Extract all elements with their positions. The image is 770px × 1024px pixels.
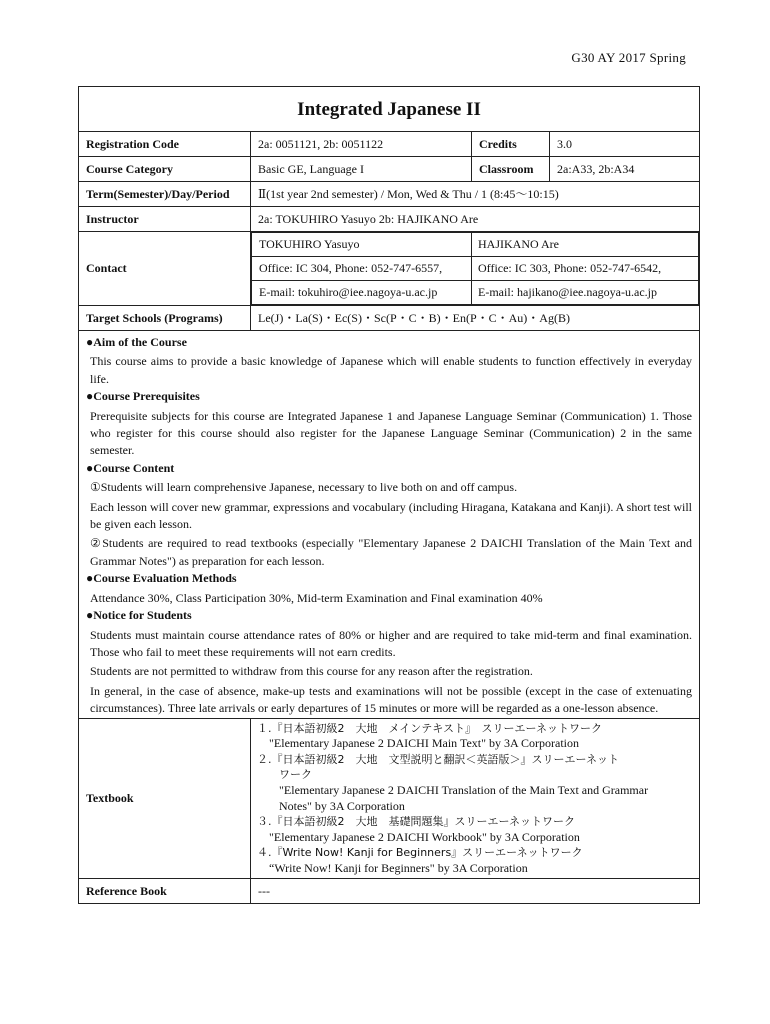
textbook-1-japanese: １.『日本語初級2 大地 メインテキスト』 スリーエーネットワーク <box>257 721 603 735</box>
contact-office-a: Office: IC 304, Phone: 052-747-6557, <box>252 257 472 281</box>
instructor-value: 2a: TOKUHIRO Yasuyo 2b: HAJIKANO Are <box>251 207 700 232</box>
reference-book-label: Reference Book <box>79 879 251 904</box>
textbook-list <box>251 718 700 879</box>
notice-heading: ●Notice for Students <box>86 608 192 623</box>
contact-details <box>251 232 700 306</box>
textbook-3-japanese: ３.『日本語初級2 大地 基礎問題集』スリーエーネットワーク <box>257 815 575 829</box>
aim-heading: ●Aim of the Course <box>86 335 187 349</box>
prerequisites-text: Prerequisite subjects for this course are Integrated Japanese 1 and Japanese Language Seminar (Communication) 1. Those who register for this course should also register for the Japanese Language Seminar (Communication) 2 in the same semester. <box>90 408 693 458</box>
textbook-2-japanese-cont: ワーク <box>279 768 312 782</box>
contact-label: Contact <box>79 232 251 306</box>
classroom-label: Classroom <box>472 157 550 182</box>
aim-text: This course aims to provide a basic knowledge of Japanese which will enable students to function effectively in everyday life. <box>90 354 693 386</box>
contact-office-b: Office: IC 303, Phone: 052-747-6542, <box>472 257 699 281</box>
reference-book-value: --- <box>251 879 700 904</box>
notice-text-1: Students must maintain course attendance rates of 80% or higher and are required to take mid-term and final examination. Those who fail to meet these requirements will not earn credits. <box>90 627 693 659</box>
contact-email-b: E-mail: hajikano@iee.nagoya-u.ac.jp <box>472 281 699 305</box>
prerequisites-heading: ●Course Prerequisites <box>86 389 200 404</box>
notice-text-2: Students are not permitted to withdraw from this course for any reason after the registration. <box>90 664 533 679</box>
document-code: G30 AY 2017 Spring <box>571 50 686 65</box>
textbook-4-english: “Write Now! Kanji for Beginners" by 3A Corporation <box>269 860 528 875</box>
textbook-2-english-cont: Notes" by 3A Corporation <box>279 798 405 813</box>
credits-label: Credits <box>472 132 550 157</box>
instructor-label: Instructor <box>79 207 251 232</box>
content-heading: ●Course Content <box>86 460 175 475</box>
course-category-label: Course Category <box>79 157 251 182</box>
textbook-1-english: "Elementary Japanese 2 DAICHI Main Text" by 3A Corporation <box>269 736 580 751</box>
evaluation-text: Attendance 30%, Class Participation 30%, Mid-term Examination and Final examination 40% <box>90 590 543 605</box>
target-schools-label: Target Schools (Programs) <box>79 306 251 331</box>
registration-code-value: 2a: 0051121, 2b: 0051122 <box>251 132 472 157</box>
content-text-1: ①Students will learn comprehensive Japanese, necessary to live both on and off campus. <box>90 480 518 495</box>
content-text-3: ②Students are required to read textbooks (especially "Elementary Japanese 2 DAICHI Translation of the Main Text and Grammar Notes") as preparation for each lesson. <box>90 536 693 568</box>
course-category-value: Basic GE, Language I <box>251 157 472 182</box>
textbook-2-japanese: ２.『日本語初級2 大地 文型説明と翻訳＜英語版＞』スリーエーネット <box>257 752 619 766</box>
target-schools-value: Le(J)・La(S)・Ec(S)・Sc(P・C・B)・En(P・C・Au)・Ag(B) <box>251 306 700 331</box>
classroom-value: 2a:A33, 2b:A34 <box>550 157 700 182</box>
textbook-2-english: "Elementary Japanese 2 DAICHI Translation of the Main Text and Grammar <box>279 782 649 797</box>
notice-text-3: In general, in the case of absence, make-up tests and examinations will not be possible (except in the case of extenuating circumstances). Three late arrivals or early departures of 15 minutes or more will be regarded as a one-lesson absence. <box>90 683 693 716</box>
course-title: Integrated Japanese II <box>79 87 700 132</box>
textbook-4-japanese: ４.『Write Now! Kanji for Beginners』スリーエーネットワーク <box>257 846 583 860</box>
contact-name-b: HAJIKANO Are <box>472 233 699 257</box>
course-description <box>79 331 700 719</box>
contact-email-a: E-mail: tokuhiro@iee.nagoya-u.ac.jp <box>252 281 472 305</box>
term-value: Ⅱ(1st year 2nd semester) / Mon, Wed & Thu / 1 (8:45～10:15) <box>251 182 700 207</box>
syllabus-table <box>78 86 700 904</box>
term-label: Term(Semester)/Day/Period <box>79 182 251 207</box>
contact-name-a: TOKUHIRO Yasuyo <box>252 233 472 257</box>
textbook-label: Textbook <box>79 718 251 879</box>
textbook-3-english: "Elementary Japanese 2 DAICHI Workbook" by 3A Corporation <box>269 829 580 844</box>
evaluation-heading: ●Course Evaluation Methods <box>86 571 237 586</box>
credits-value: 3.0 <box>550 132 700 157</box>
content-text-2: Each lesson will cover new grammar, expressions and vocabulary (including Hiragana, Katakana and Kanji). A short test will be given each lesson. <box>90 499 693 532</box>
registration-code-label: Registration Code <box>79 132 251 157</box>
